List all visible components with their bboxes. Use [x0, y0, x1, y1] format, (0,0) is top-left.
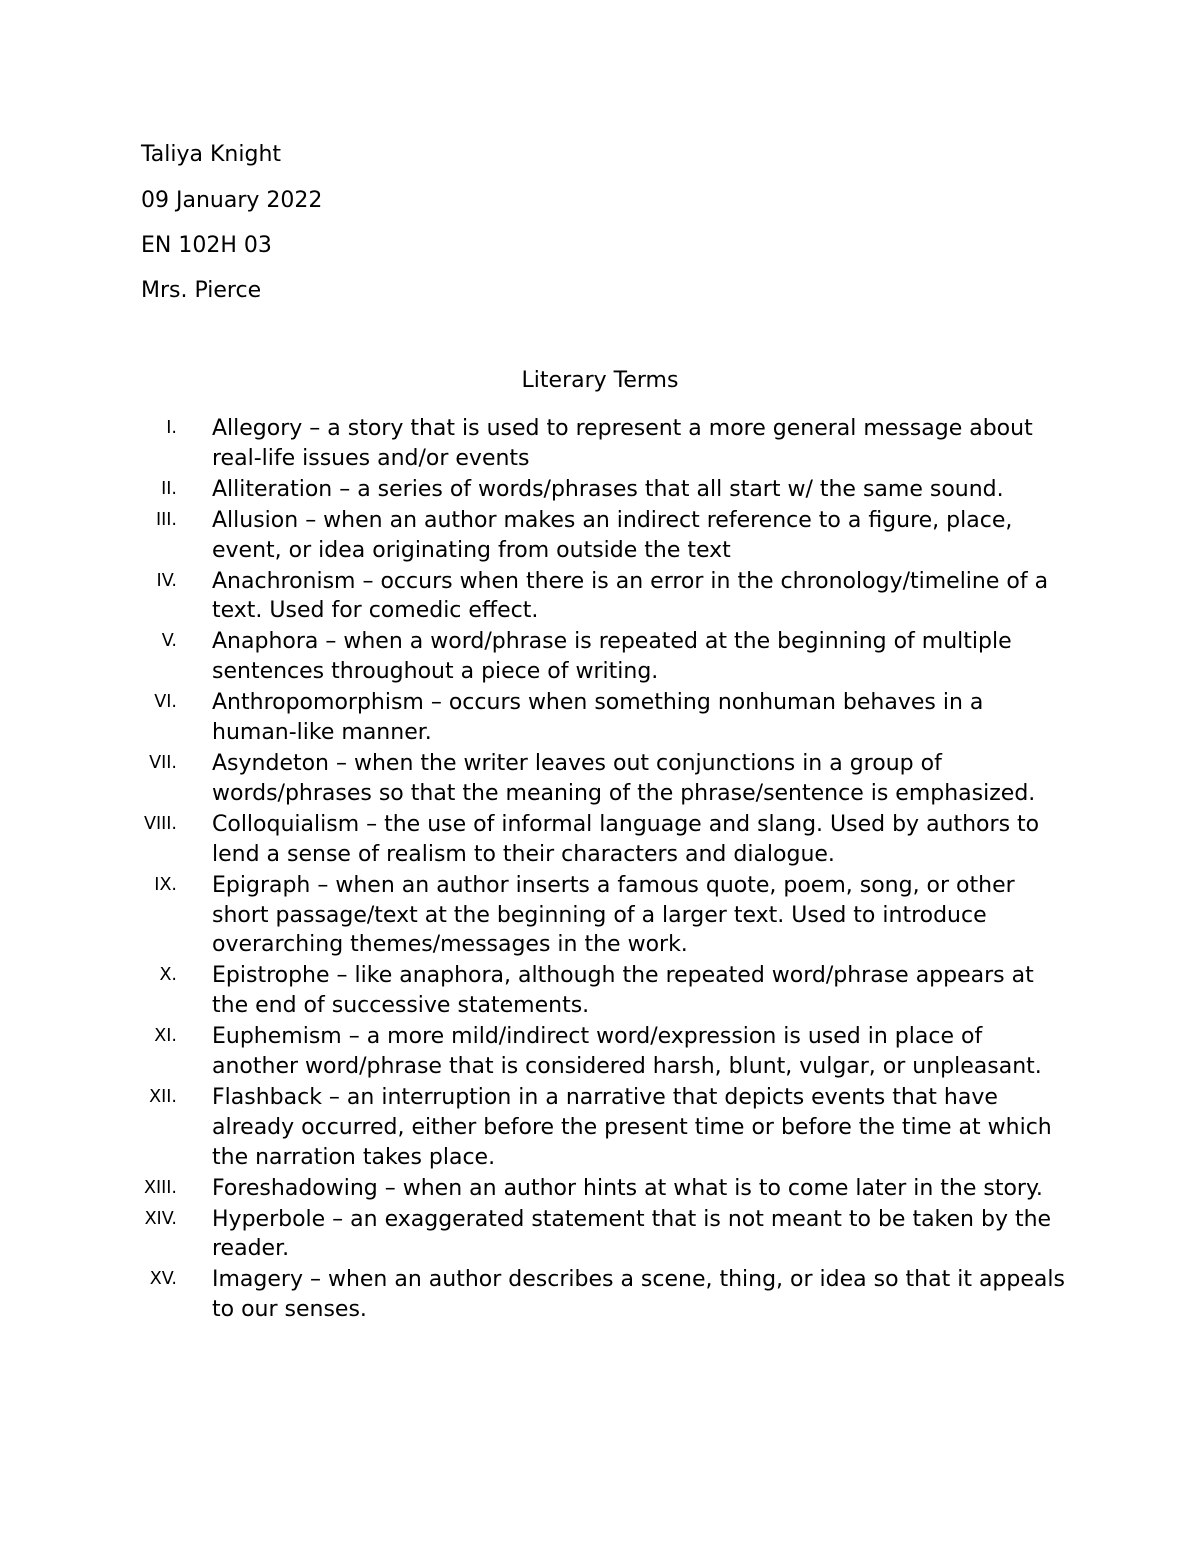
term-definition: Foreshadowing – when an author hints at what is to come later in the story.: [212, 1175, 1043, 1201]
list-item: [0, 1205, 1200, 1265]
term-numeral: II.: [161, 478, 177, 499]
list-item: [0, 475, 1200, 505]
list-item: [0, 506, 1200, 566]
term-numeral: XIII.: [143, 1177, 177, 1198]
term-numeral: III.: [155, 509, 177, 530]
term-definition: Anaphora – when a word/phrase is repeated at the beginning of multiple sentences throughout a piece of writing.: [212, 629, 1012, 685]
terms-list: [0, 414, 1200, 1326]
term-definition: Euphemism – a more mild/indirect word/expression is used in place of another word/phrase that is considered harsh, blunt, vulgar, or unpleasant.: [212, 1024, 1042, 1080]
student-name: Taliya Knight: [141, 142, 282, 167]
term-definition: Hyperbole – an exaggerated statement that is not meant to be taken by the reader.: [212, 1206, 1052, 1262]
term-definition: Anachronism – occurs when there is an error in the chronology/timeline of a text. Used for comedic effect.: [212, 568, 1049, 624]
list-item: [0, 414, 1200, 474]
term-numeral: XI.: [154, 1026, 177, 1047]
term-numeral: X.: [159, 965, 177, 986]
term-definition: Epigraph – when an author inserts a famous quote, poem, song, or other short passage/text at the beginning of a larger text. Used to introduce overarching themes/messages in the work.: [212, 872, 1015, 958]
term-numeral: XV.: [149, 1269, 177, 1290]
term-definition: Alliteration – a series of words/phrases that all start w/ the same sound.: [212, 476, 1004, 502]
term-numeral: IV.: [156, 570, 177, 591]
list-item: [0, 1022, 1200, 1082]
term-definition: Colloquialism – the use of informal language and slang. Used by authors to lend a sense of realism to their characters and dialogue.: [212, 811, 1040, 867]
term-definition: Anthropomorphism – occurs when something nonhuman behaves in a human-like manner.: [212, 690, 984, 746]
term-definition: Asyndeton – when the writer leaves out conjunctions in a group of words/phrases so that the meaning of the phrase/sentence is emphasized.: [212, 750, 1036, 806]
page-title: Literary Terms: [521, 368, 679, 393]
term-numeral: VII.: [149, 752, 177, 773]
list-item: [0, 1265, 1200, 1325]
term-numeral: V.: [161, 631, 177, 652]
list-item: [0, 567, 1200, 627]
term-numeral: IX.: [154, 874, 177, 895]
term-numeral: I.: [166, 418, 177, 438]
list-item: [0, 810, 1200, 870]
list-item: [0, 749, 1200, 809]
term-definition: Allegory – a story that is used to represent a more general message about real-life issues and/or events: [212, 416, 1033, 471]
term-numeral: XII.: [149, 1086, 177, 1107]
list-item: [0, 627, 1200, 687]
course-code: EN 102H 03: [141, 233, 272, 258]
term-definition: Flashback – an interruption in a narrative that depicts events that have already occurred, either before the present time or before the time at which the narration takes place.: [212, 1084, 1052, 1170]
list-item: [0, 1174, 1200, 1204]
term-numeral: VIII.: [143, 813, 177, 834]
term-definition: Epistrophe – like anaphora, although the repeated word/phrase appears at the end of successive statements.: [212, 963, 1034, 1019]
list-item: [0, 871, 1200, 961]
term-definition: Imagery – when an author describes a scene, thing, or idea so that it appeals to our senses.: [212, 1267, 1065, 1323]
list-item: [0, 688, 1200, 748]
term-definition: Allusion – when an author makes an indirect reference to a figure, place, event, or idea originating from outside the text: [212, 507, 1013, 563]
term-numeral: VI.: [154, 692, 177, 713]
list-item: [0, 1083, 1200, 1173]
document-date: 09 January 2022: [141, 188, 323, 213]
teacher-name: Mrs. Pierce: [141, 278, 262, 303]
list-item: [0, 961, 1200, 1021]
term-numeral: XIV.: [144, 1208, 177, 1229]
